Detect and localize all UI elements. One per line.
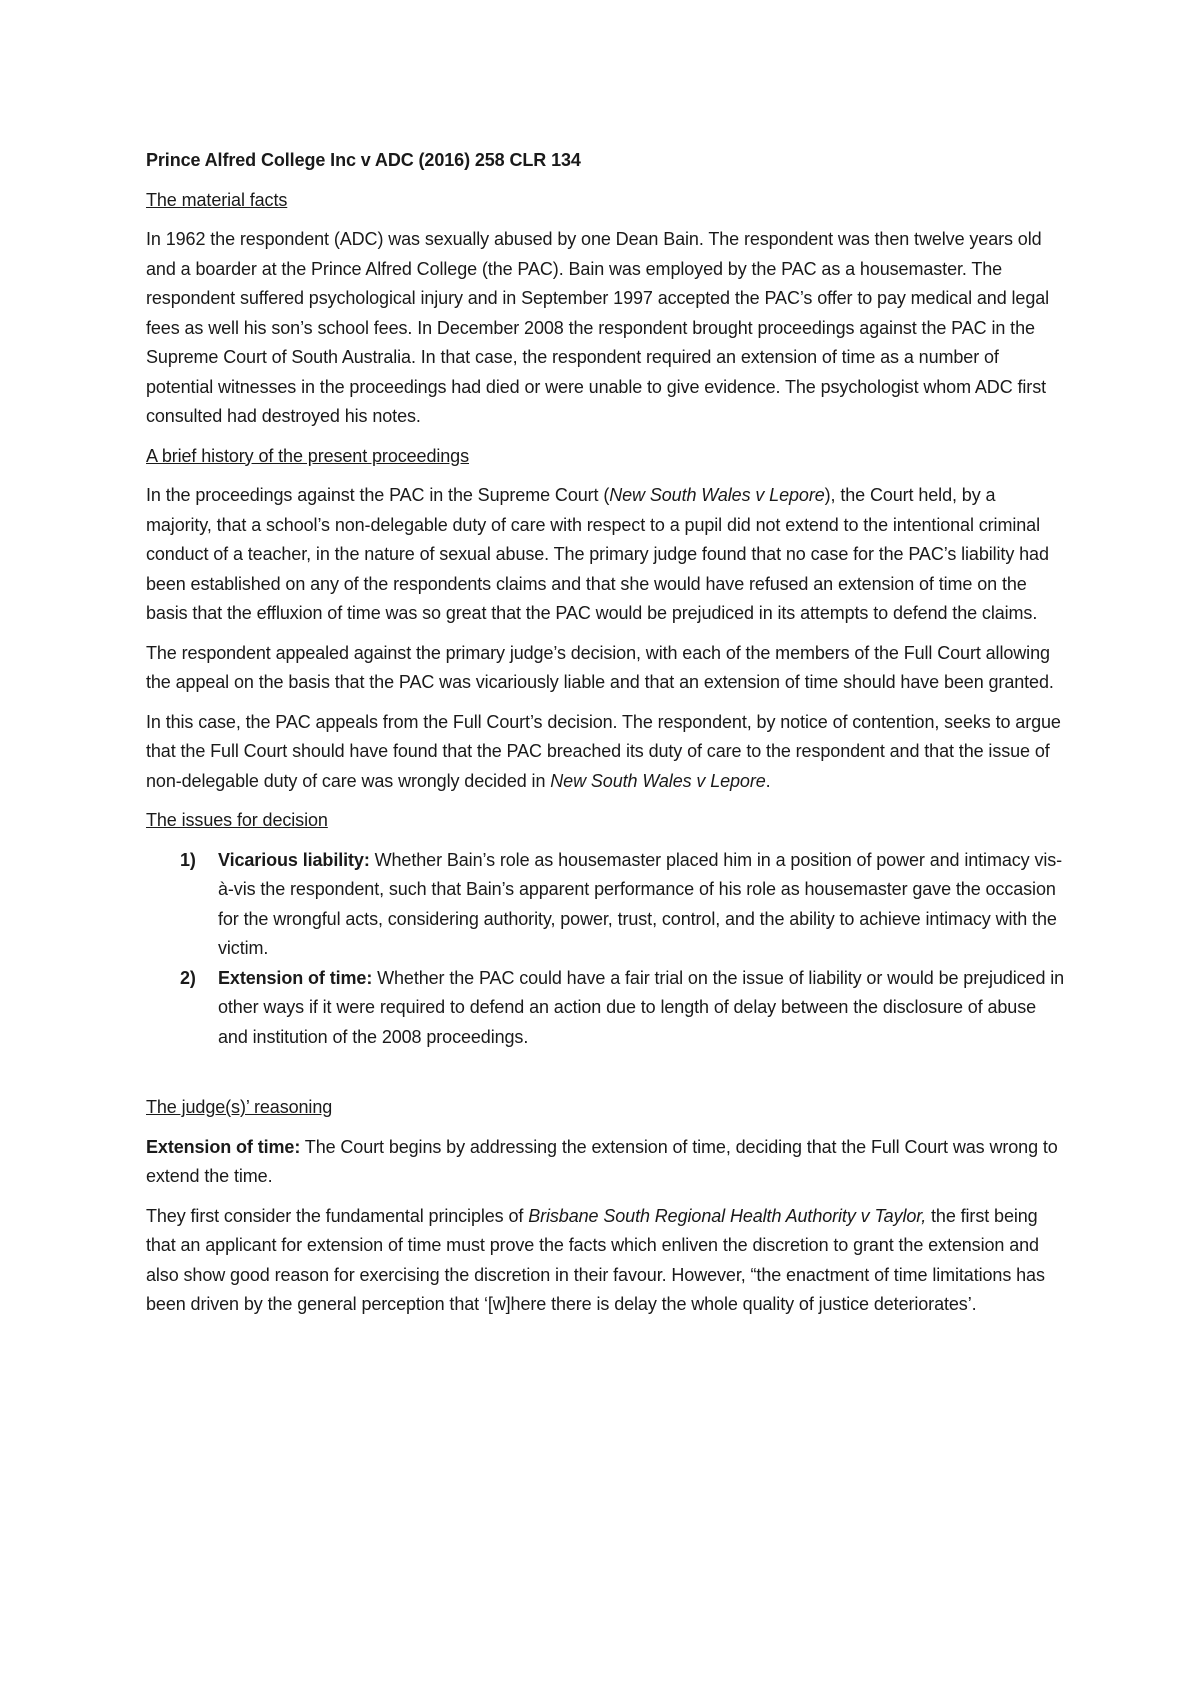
reasoning-paragraph-1	[146, 1133, 1066, 1192]
reasoning-label: Extension of time:	[146, 1136, 301, 1157]
history-paragraph-1	[146, 481, 1066, 629]
history-paragraph-2: The respondent appealed against the primary judge’s decision, with each of the members of the Full Court allowing the appeal on the basis that the PAC was vicariously liable and that an extension of time should have been granted.	[146, 642, 1054, 692]
document-body	[146, 146, 1066, 1330]
list-number: 1)	[180, 849, 196, 870]
material-facts-paragraph: In 1962 the respondent (ADC) was sexually abused by one Dean Bain. The respondent was then twelve years old and a boarder at the Prince Alfred College (the PAC). Bain was employed by the PAC as a housemaster. The respondent suffered psychological injury and in September 1997 accepted the PAC’s offer to pay medical and legal fees as well his son’s school fees. In December 2008 the respondent brought proceedings against the PAC in the Supreme Court of South Australia. In that case, the respondent required an extension of time as a number of potential witnesses in the proceedings had died or were unable to give evidence. The psychologist whom ADC first consulted had destroyed his notes.	[146, 229, 1050, 426]
heading-issues: The issues for decision	[146, 810, 328, 830]
list-number: 2)	[180, 967, 196, 988]
text-run: .	[765, 770, 771, 791]
text-run: The Court begins by addressing the extension of time, deciding that the Full Court was wrong to extend the time.	[146, 1136, 1058, 1186]
issue-text: Whether Bain’s role as housemaster placed him in a position of power and intimacy vis-à-vis the respondent, such that Bain’s apparent performance of his role as housemaster gave the occasion for the wrongful acts, considering authority, power, trust, control, and the ability to achieve intimacy with the victim.	[218, 849, 1063, 958]
text-run: the first being that an applicant for extension of time must prove the facts which enliven the discretion to grant the extension and also show good reason for exercising the discretion in their favour. However, “the enactment of time limitations has been driven by the general perception that ‘[w]here there is delay the whole quality of justice deteriorates’.	[146, 1205, 1045, 1314]
text-run: In the proceedings against the PAC in the Supreme Court (	[146, 485, 610, 505]
text-run: In this case, the PAC appeals from the Full Court’s decision. The respondent, by notice of contention, seeks to argue that the Full Court should have found that the PAC breached its duty of care to the respondent and that the issue of non-delegable duty of care was wrongly decided in	[146, 711, 1061, 791]
reasoning-paragraph-2	[146, 1202, 1066, 1320]
issues-list	[146, 846, 1066, 1053]
text-run: They first consider the fundamental principles of	[146, 1205, 529, 1226]
case-name: Brisbane South Regional Health Authority v Taylor,	[528, 1205, 927, 1226]
issue-label: Extension of time:	[218, 967, 373, 988]
case-name: New South Wales v Lepore	[550, 770, 766, 791]
text-run: ), the Court held, by a majority, that a school’s non-delegable duty of care with respect to a pupil did not extend to the intentional criminal conduct of a teacher, in the nature of sexual abuse. The primary judge found that no case for the PAC’s liability had been established on any of the respondents claims and that she would have refused an extension of time on the basis that the effluxion of time was so great that the PAC would be prejudiced in its attempts to defend the claims.	[146, 485, 1049, 623]
list-item	[180, 846, 1066, 964]
list-item	[180, 964, 1066, 1053]
heading-material-facts: The material facts	[146, 189, 288, 210]
document-title: Prince Alfred College Inc v ADC (2016) 258 CLR 134	[146, 150, 581, 170]
heading-reasoning: The judge(s)’ reasoning	[146, 1097, 333, 1117]
case-name: New South Wales v Lepore	[609, 485, 825, 505]
issue-label: Vicarious liability:	[218, 849, 370, 870]
heading-history: A brief history of the present proceedings	[146, 445, 469, 466]
history-paragraph-3	[146, 708, 1066, 797]
issue-text: Whether the PAC could have a fair trial on the issue of liability or would be prejudiced in other ways if it were required to defend an action due to length of delay between the disclosure of abuse and institution of the 2008 proceedings.	[218, 967, 1065, 1047]
